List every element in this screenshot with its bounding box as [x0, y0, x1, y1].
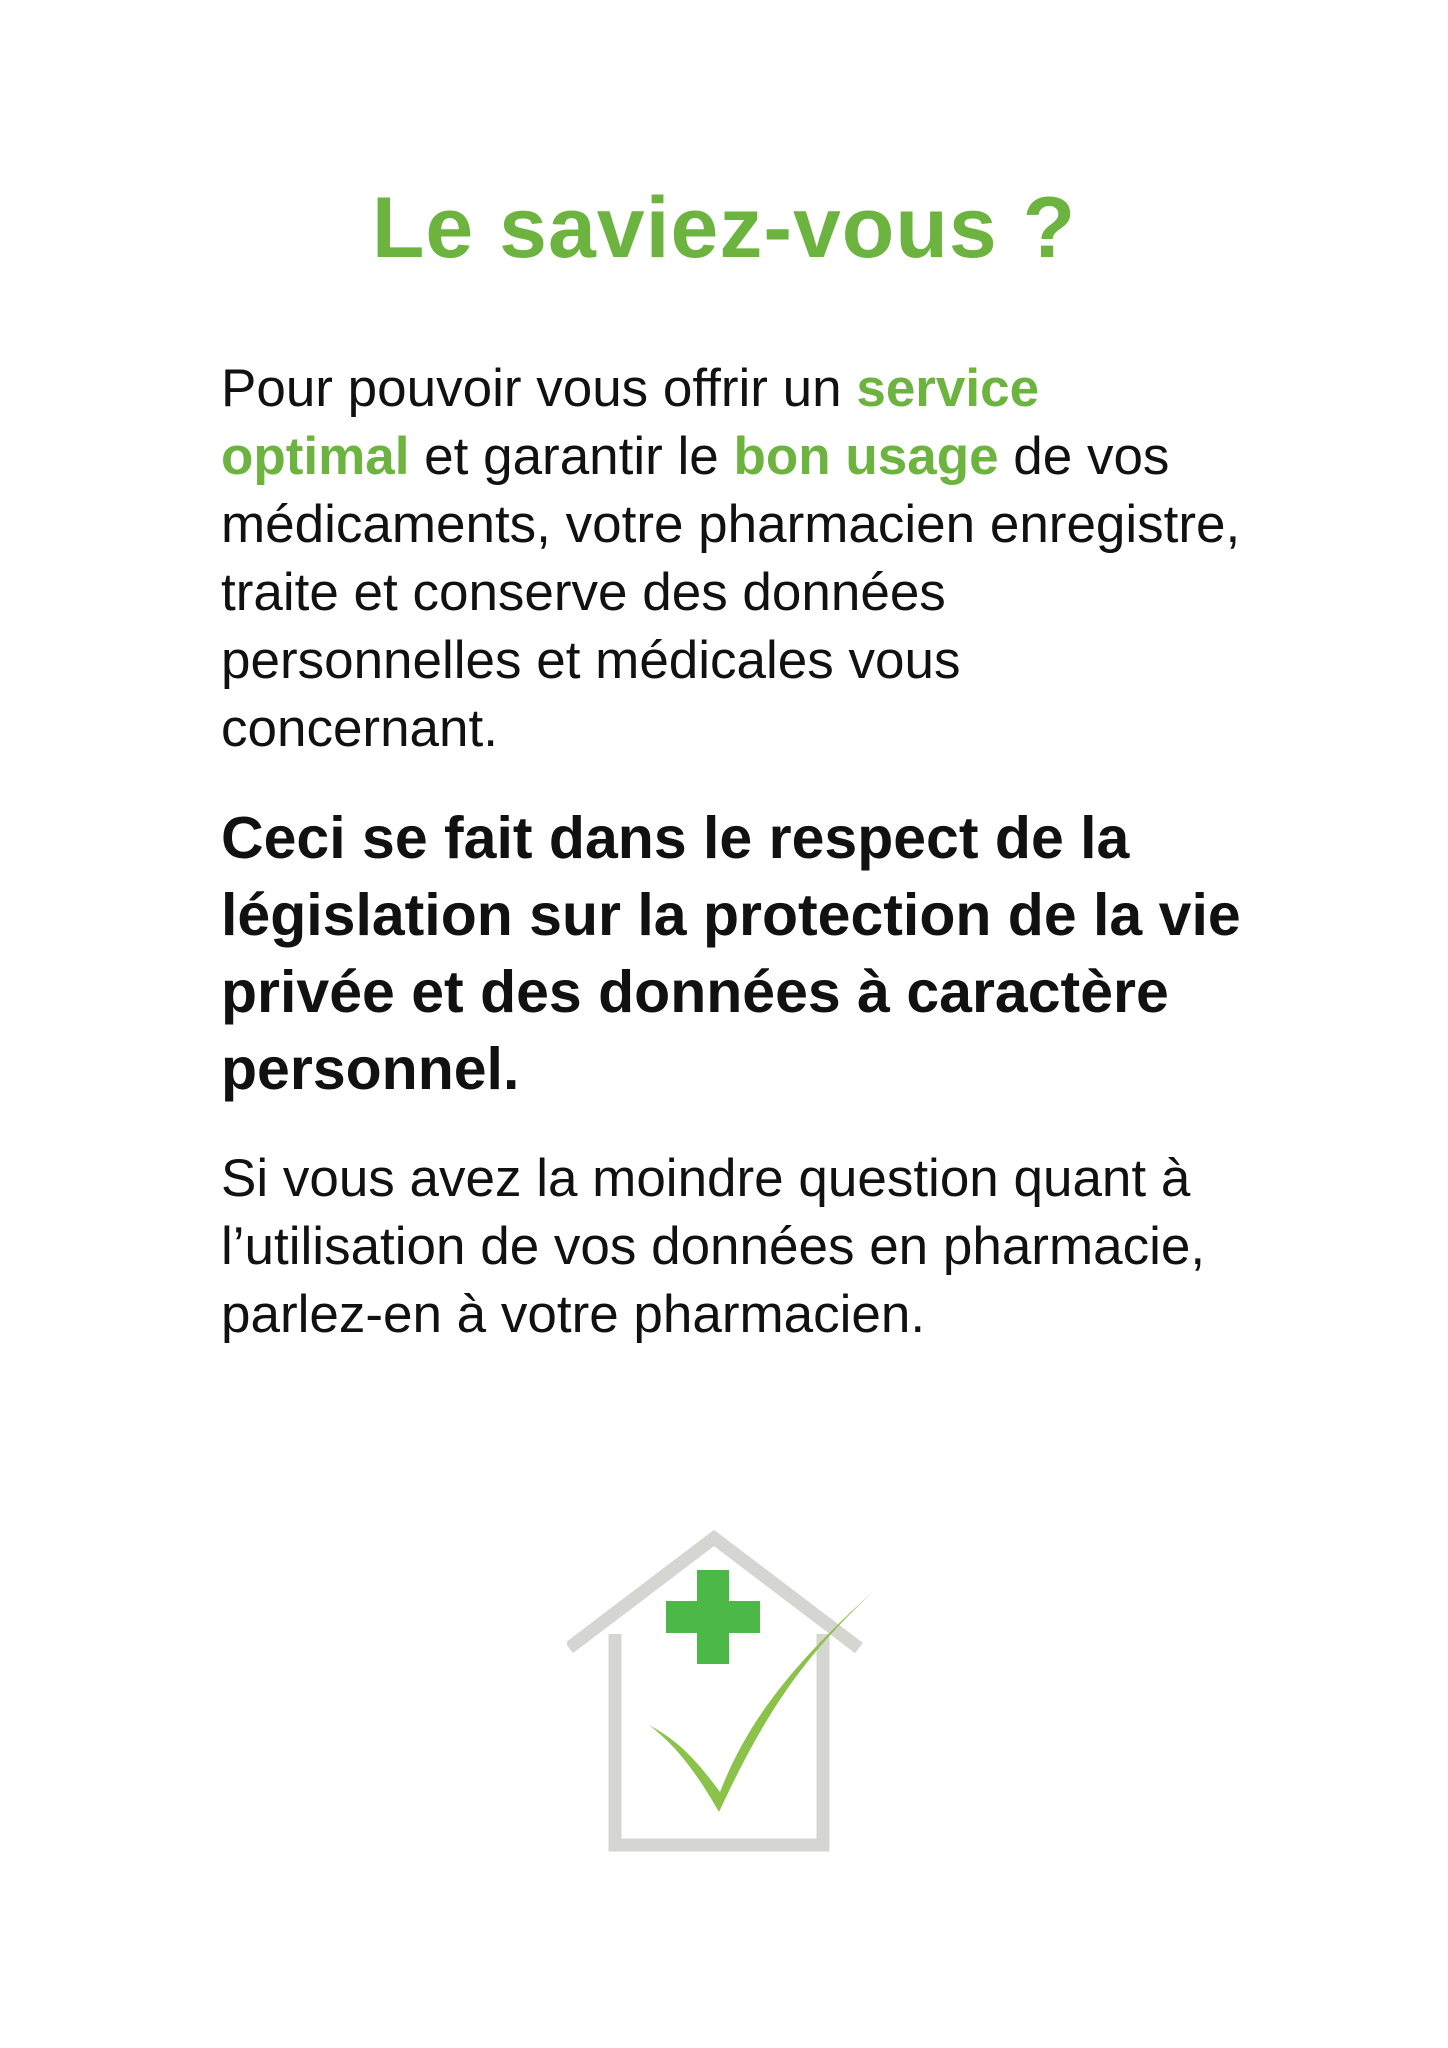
house-walls-outline — [615, 1634, 823, 1845]
pharmacy-house-check-icon — [567, 1530, 887, 1860]
intro-text-part2: et garantir le — [409, 427, 734, 486]
page-title: Le saviez-vous ? — [371, 180, 1077, 276]
highlight-bon-usage: bon usage — [733, 427, 999, 486]
intro-paragraph — [221, 355, 1241, 763]
highlight-service-optimal: service optimal — [221, 359, 1040, 486]
intro-text-part1: Pour pouvoir vous offrir un — [221, 359, 857, 418]
legislation-statement: Ceci se fait dans le respect de la législation sur la protection de la vie privée et des données à caractère personnel. — [221, 805, 1241, 1102]
question-paragraph: Si vous avez la moindre question quant à l’utilisation de vos données en pharmacie, parlez-en à votre pharmacien. — [221, 1149, 1206, 1344]
intro-text-part3: de vos médicaments, votre pharmacien enregistre, traite et conserve des données personnelles et médicales vous concernant. — [221, 427, 1241, 758]
cross-horizontal — [666, 1601, 760, 1633]
